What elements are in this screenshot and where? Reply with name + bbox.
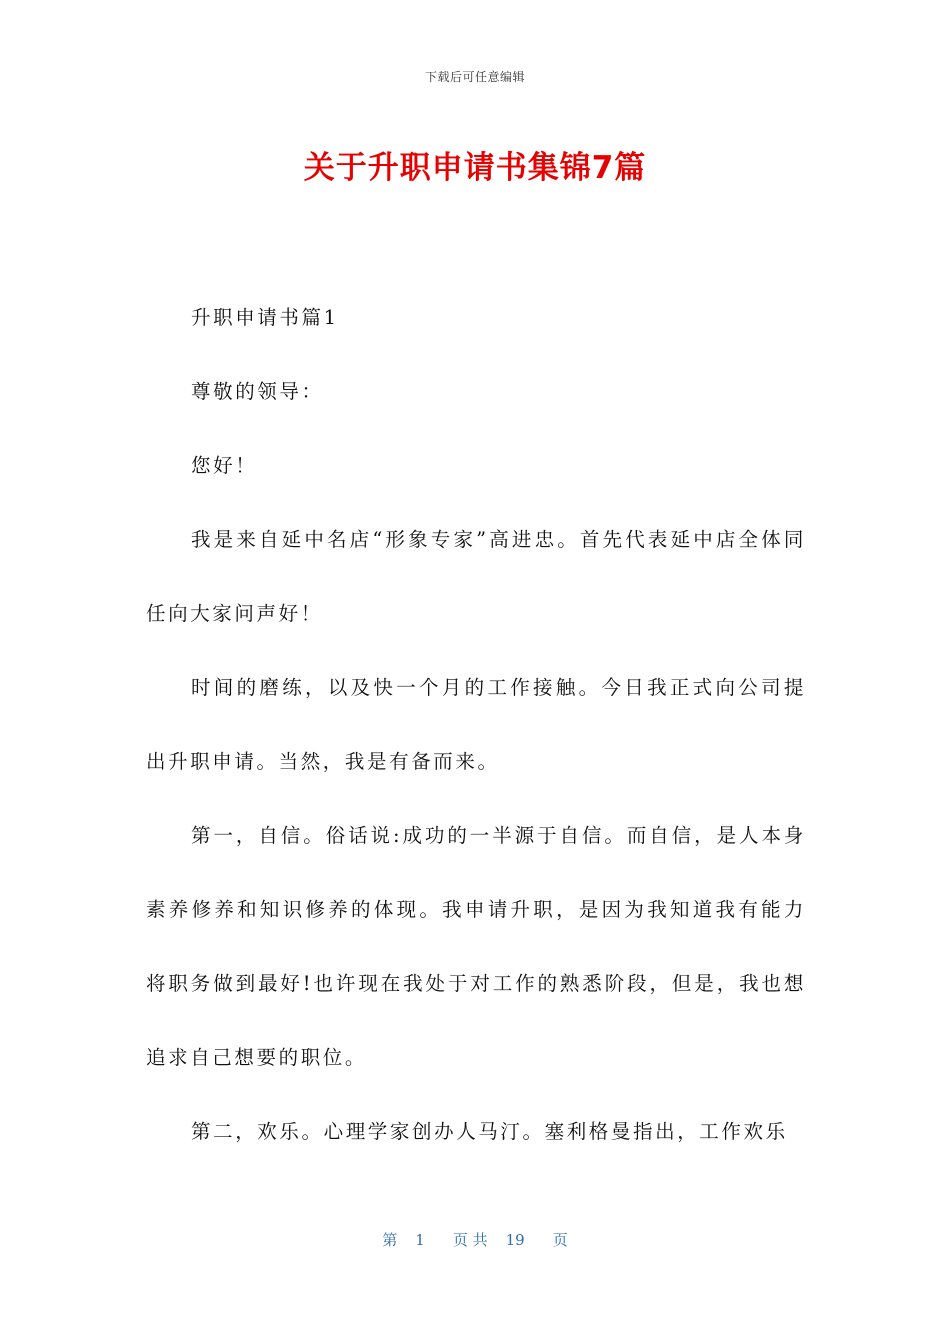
page-label-mid: 页 共 <box>452 1231 488 1249</box>
paragraph: 时间的磨练，以及快一个月的工作接触。今日我正式向公司提出升职申请。当然，我是有备而来。 <box>146 676 806 773</box>
paragraph: 您好！ <box>191 454 258 477</box>
paragraph: 第二，欢乐。心理学家创办人马汀。塞利格曼指出，工作欢乐 <box>191 1120 788 1143</box>
paragraph: 尊敬的领导： <box>191 380 324 403</box>
page-footer <box>0 1229 950 1250</box>
page-number: 1 <box>415 1231 425 1249</box>
document-title: 关于升职申请书集锦7篇 <box>303 150 647 186</box>
paragraph: 升职申请书篇1 <box>191 306 339 329</box>
document-body <box>146 281 806 1169</box>
paragraph: 我是来自延中名店“形象专家”高进忠。首先代表延中店全体同任向大家问声好！ <box>146 528 806 625</box>
header-note: 下载后可任意编辑 <box>424 70 525 84</box>
total-pages: 19 <box>505 1231 525 1249</box>
paragraph: 第一，自信。俗话说:成功的一半源于自信。而自信，是人本身素养修养和知识修养的体现。我申请升职，是因为我知道我有能力将职务做到最好!也许现在我处于对工作的熟悉阶段，但是，我也想追求自己想要的职位。 <box>146 824 806 1069</box>
page-label-prefix: 第 <box>382 1231 398 1249</box>
page-label-suffix: 页 <box>552 1231 568 1249</box>
